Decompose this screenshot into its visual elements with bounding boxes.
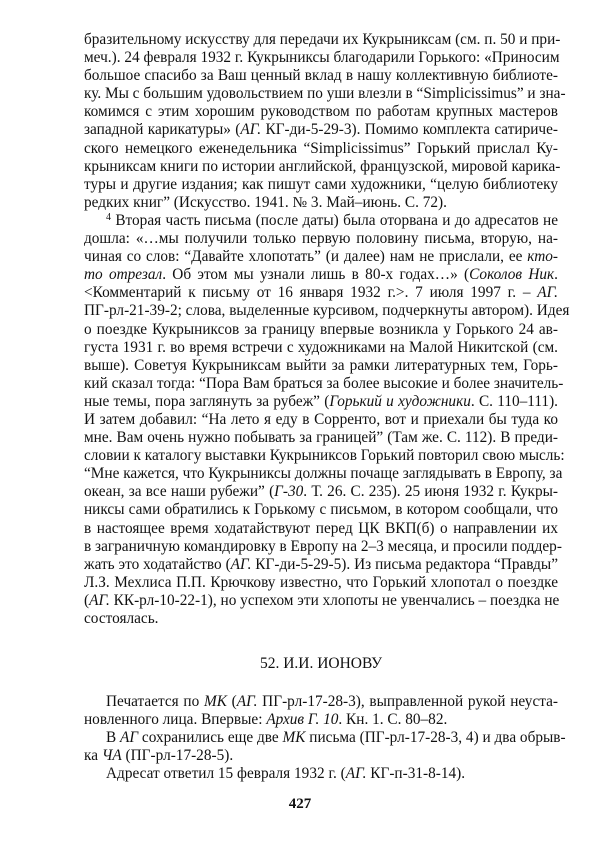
text-segment: . Об этом мы узнали лишь в 80-х годах…» ( [162, 266, 470, 284]
text-segment: ПГ-рл-17-28-3), выправленной рукой неуста- [257, 693, 559, 710]
text-segment: <Комментарий к письму от 16 января 1932 г.>. 7 июля 1997 г. – [84, 284, 538, 302]
text-segment: Печатается по [106, 693, 204, 710]
text-segment: . Кн. 1. С. 80–82. [338, 711, 448, 729]
text-line [84, 321, 558, 339]
text-line [84, 610, 558, 628]
text-line [84, 157, 561, 176]
text-line [84, 711, 558, 729]
text-line [84, 248, 558, 266]
footnote-marker: 4 [106, 211, 111, 223]
text-segment: большое спасибо за Ваш ценный вклад в нашу коллективную библиоте- [84, 67, 558, 85]
text-segment: никсы сами обратились к Горькому с письмом, в котором сообщали, что [84, 501, 558, 519]
text-segment: жать это ходатайство ( [84, 555, 231, 573]
text-line [84, 765, 558, 783]
text-line [84, 140, 558, 158]
text-line [84, 49, 558, 67]
section-heading: 52. И.И. ИОНОВУ [259, 655, 383, 672]
text-segment: бразительному искусству для передачи их Кукрыниксам (см. п. 50 и при- [84, 31, 561, 48]
text-line [84, 447, 565, 465]
italic-text: Г-30 [274, 483, 304, 501]
text-segment: ку. Мы с большим удовольствием по уши влезли в “Simplicissimus” и зна- [84, 85, 566, 103]
paragraph [84, 693, 558, 729]
text-line [84, 302, 570, 320]
italic-text: АГ. [240, 121, 262, 139]
italic-text: АГ. [89, 591, 110, 609]
text-segment: В [106, 729, 121, 747]
text-line [84, 429, 558, 447]
text-segment: ( [84, 591, 90, 609]
text-line [84, 520, 558, 538]
text-segment: “Мне кажется, что Кукрыниксы должны почаще заглядывать в Европу, за [84, 465, 563, 483]
text-segment: туры и другие издания; как пишут сами художники, “целую библиотеку [84, 175, 558, 193]
paragraph [84, 31, 566, 212]
text-segment: письма (ПГ-рл-17-28-3, 4) и два обрыв- [305, 729, 566, 747]
text-segment: Л.З. Мехлиса П.П. Крючкову известно, что Горький хлопотал о поездке [84, 573, 558, 591]
text-segment: (ПГ-рл-17-28-5). [121, 747, 234, 765]
text-segment: Вторая часть письма (после даты) была оторвана и до адресатов не [111, 211, 558, 229]
italic-text: АГ. [236, 693, 258, 710]
text-line [84, 357, 558, 375]
text-segment: состоялась. [84, 610, 159, 627]
text-line [84, 411, 558, 429]
text-segment: ные темы, пора заглянуть за рубеж” ( [84, 392, 330, 410]
paragraph [84, 211, 570, 628]
italic-text: Соколов Ник [469, 266, 555, 284]
text-line [84, 121, 558, 139]
text-segment: выше). Советуя Кукрыниксам выйти за рамки литературных тем, Горь- [84, 356, 558, 374]
text-segment: кий сказал тогда: “Пора Вам браться за более высокие и более значитель- [84, 374, 564, 392]
italic-text: Архив Г. 10 [266, 711, 339, 729]
text-line [84, 393, 558, 411]
text-segment: ПГ-рл-21-39-2; слова, выделенные курсивом, подчеркнуты автором). Идея [84, 302, 570, 320]
text-segment: крыниксам книги по истории английской, французской, мировой карика- [84, 157, 561, 175]
text-segment: ского немецкого еженедельника “Simplicissimus” Горький прислал Ку- [84, 139, 558, 157]
text-line [84, 747, 558, 765]
notes-body [84, 31, 570, 628]
text-segment: в заграничную командировку в Европу на 2–3 месяца, и просили поддер- [84, 537, 562, 555]
italic-text: ЧА [101, 747, 122, 765]
text-line [84, 574, 558, 592]
text-line [84, 230, 558, 248]
text-line [84, 31, 561, 49]
text-segment: КГ-ди-5-29-5). Из письма редактора “Правды” [251, 555, 558, 573]
text-line [84, 339, 558, 357]
italic-text: кто- [527, 248, 558, 266]
text-segment: . С. 110–111). [470, 392, 558, 410]
text-segment: западной карикатуры» ( [84, 121, 241, 139]
italic-text: АГ. [537, 284, 558, 302]
text-segment: И затем добавил: “На лето я еду в Сорренто, вот и приехали бы туда ко [84, 410, 558, 428]
text-segment: . [554, 266, 558, 284]
italic-text: АГ [120, 729, 139, 747]
text-line [84, 176, 558, 194]
text-segment: чиная со слов: “Давайте хлопотать” (и далее) нам не прислали, ее [84, 248, 528, 266]
text-line [84, 212, 558, 230]
text-segment: дошла: «…мы получили только первую половину письма, вторую, на- [84, 230, 558, 248]
italic-text: АГ. [345, 765, 367, 783]
page-number: 427 [288, 796, 312, 812]
text-line [84, 266, 558, 284]
text-segment: редких книг” (Искусство. 1941. № 3. Май–июнь. С. 72). [84, 193, 447, 211]
text-segment: ка [84, 747, 102, 765]
text-line [84, 85, 566, 103]
text-segment: . Т. 26. С. 235). 25 июня 1932 г. Кукры- [303, 483, 558, 501]
text-line [84, 465, 563, 483]
text-segment: густа 1931 г. во время встречи с художниками на Малой Никитской (см. [84, 338, 558, 356]
paragraph [84, 765, 558, 783]
text-segment: КК-рл-10-22-1), но успехом эти хлопоты не увенчались – поездка не [109, 591, 560, 609]
text-segment: в настоящее время ходатайствуют перед ЦК ВКП(б) о направлении их [84, 519, 558, 537]
italic-text: АГ. [230, 555, 252, 573]
text-line [84, 729, 566, 747]
text-line [84, 67, 558, 85]
text-segment: Адресат ответил 15 февраля 1932 г. ( [106, 765, 346, 783]
text-line [84, 284, 558, 302]
text-line [84, 483, 558, 501]
text-segment: мне. Вам очень нужно побывать за границей” (Там же. С. 112). В преди- [84, 429, 558, 447]
paragraph [84, 729, 566, 765]
text-line [84, 103, 558, 121]
text-line [84, 592, 558, 610]
text-segment: меч.). 24 февраля 1932 г. Кукрыниксы благодарили Горького: «Приносим [84, 49, 560, 67]
text-line [84, 537, 562, 556]
italic-text: МК [203, 693, 227, 710]
text-line [84, 194, 558, 212]
text-segment: КГ-п-31-8-14). [366, 765, 466, 783]
italic-text: то отрезал [84, 266, 163, 284]
text-segment: океан, за все наши рубежи” ( [84, 483, 275, 501]
text-segment: комимся с этим хорошим руководством по работам крупных мастеров [84, 103, 558, 121]
italic-text: МК [282, 729, 306, 747]
text-line [84, 501, 558, 519]
text-line [84, 374, 564, 393]
text-line [84, 556, 558, 574]
section-body [84, 693, 566, 783]
text-segment: сохранились еще две [138, 729, 283, 747]
text-segment: новленного лица. Впервые: [84, 711, 267, 729]
text-line [84, 693, 558, 711]
italic-text: Горький и художники [329, 392, 471, 410]
text-segment: КГ-ди-5-29-3). Помимо комплекта сатириче- [261, 121, 558, 139]
text-segment: о поездке Кукрыниксов за границу впервые возникла у Горького 24 ав- [84, 320, 558, 338]
text-segment: словии к каталогу выставки Кукрыниксов Горький повторил свою мысль: [84, 447, 565, 465]
text-segment: ( [226, 693, 237, 710]
